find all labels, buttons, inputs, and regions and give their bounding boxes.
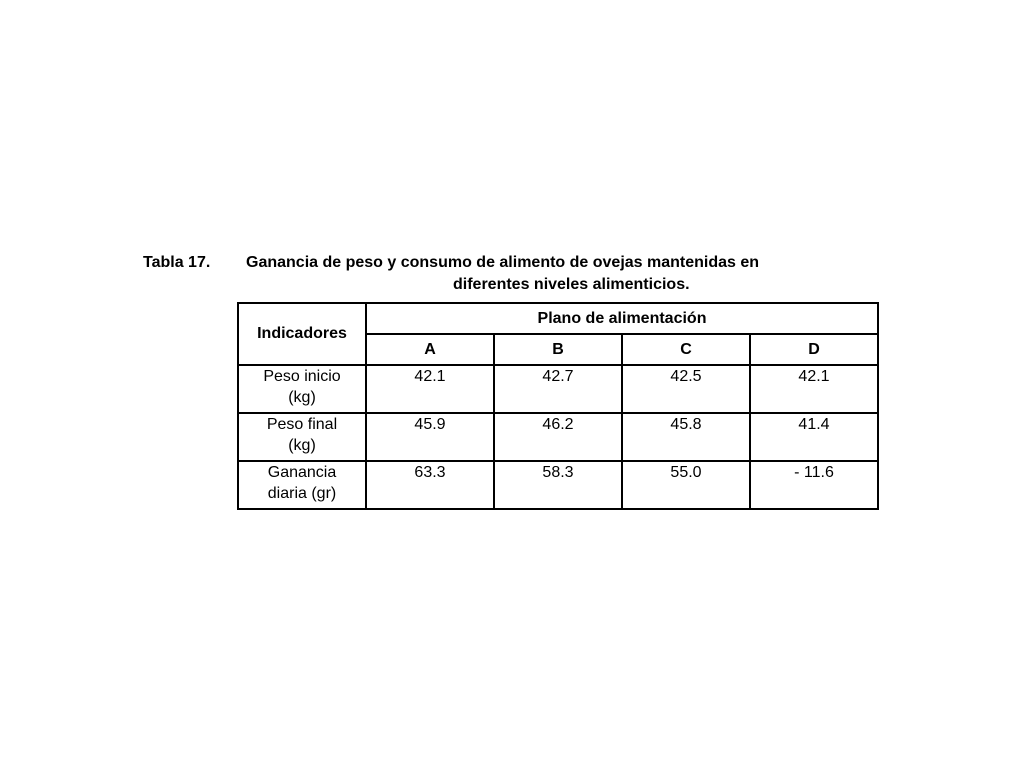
row-label xyxy=(238,365,366,413)
table-cell: 41.4 xyxy=(750,413,878,461)
table-cell: 42.1 xyxy=(750,365,878,413)
table-cell: 45.9 xyxy=(366,413,494,461)
column-header: C xyxy=(622,334,750,365)
table-cell: - 11.6 xyxy=(750,461,878,509)
row-label-line: Peso inicio xyxy=(263,368,341,385)
row-label-line: (kg) xyxy=(288,437,316,454)
row-label xyxy=(238,461,366,509)
column-header: A xyxy=(366,334,494,365)
table-cell: 46.2 xyxy=(494,413,622,461)
table-header-row xyxy=(238,303,878,334)
row-label-line: diaria (gr) xyxy=(267,485,337,502)
row-label xyxy=(238,413,366,461)
table-cell: 42.1 xyxy=(366,365,494,413)
caption-title-line-1: Ganancia de peso y consumo de alimento de ovejas mantenidas en xyxy=(246,254,760,271)
column-header: D xyxy=(750,334,878,365)
row-label-line: Ganancia xyxy=(267,464,337,481)
table-cell: 42.5 xyxy=(622,365,750,413)
row-header-indicadores: Indicadores xyxy=(238,303,366,365)
group-header-plano: Plano de alimentación xyxy=(366,303,878,334)
table-cell: 63.3 xyxy=(366,461,494,509)
table-cell: 55.0 xyxy=(622,461,750,509)
caption-label: Tabla 17. xyxy=(143,254,211,271)
table-row xyxy=(238,413,878,461)
table-row xyxy=(238,365,878,413)
table-row xyxy=(238,461,878,509)
caption-title-line-2: diferentes niveles alimenticios. xyxy=(453,276,690,293)
row-label-line: (kg) xyxy=(288,389,316,406)
data-table xyxy=(237,302,879,510)
table-cell: 45.8 xyxy=(622,413,750,461)
table-cell: 42.7 xyxy=(494,365,622,413)
table-cell: 58.3 xyxy=(494,461,622,509)
column-header: B xyxy=(494,334,622,365)
row-label-line: Peso final xyxy=(266,416,338,433)
